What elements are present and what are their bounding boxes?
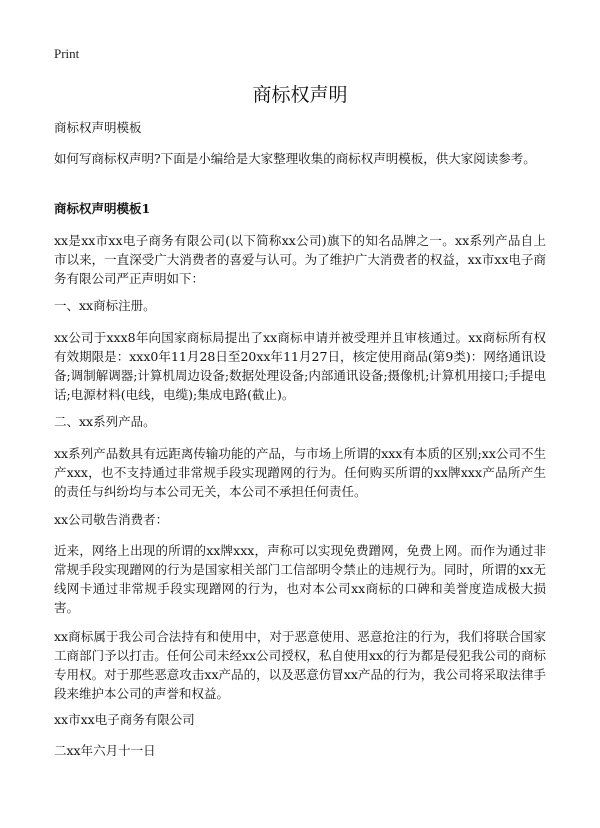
paragraph-heading-product-series: 二、xx系列产品。 xyxy=(54,414,156,429)
paragraph-consumer-notice-heading: xx公司敬告消费者： xyxy=(54,512,169,527)
page-title: 商标权声明 xyxy=(252,84,348,106)
signature-company: xx市xx电子商务有限公司 xyxy=(54,712,195,727)
paragraph-consumer-notice: 近来，网络上出现的所谓的xx牌xxx，声称可以实现免费蹭网，免费上网。而作为通过非常规手段实现蹭网的行为是国家相关部门工信部明令禁止的违规行为。同时，所谓的xx无线网卡通过非常规手段实现蹭网的行为，也对本公司xx商标的口碑和美誉度造成极大损害。 xyxy=(54,543,546,615)
paragraph-legal-action: xx商标属于我公司合法持有和使用中，对于恶意使用、恶意抢注的行为，我们将联合国家工商部门予以打击。任何公司未经xx公司授权，私自使用xx的行为都是侵犯我公司的商标专用权。对于那些恶意攻击xx产品的，以及恶意仿冒xx产品的行为，我公司将采取法律手段来维护本公司的声誉和权益。 xyxy=(54,629,546,701)
paragraph-brand-statement: xx是xx市xx电子商务有限公司(以下简称xx公司)旗下的知名品牌之一。xx系列产品自上市以来，一直深受广大消费者的喜爱与认可。为了维护广大消费者的权益，xx市xx电子商务有限公司严正声明如下： xyxy=(54,233,546,286)
signature-date: 二xx年六月十一日 xyxy=(54,743,156,758)
section-heading: 商标权声明模板1 xyxy=(54,201,151,216)
paragraph-registration-details: xx公司于xxx8年向国家商标局提出了xx商标申请并被受理并且审核通过。xx商标所有权有效期限是：xxx0年11月28日至20xx年11月27日，核定使用商品(第9类)：网络通讯设备;调制解调器;计算机周边设备;数据处理设备;内部通讯设备;摄像机;计算机用接口;手提电话;电源材料(电线，电缆);集成电路(截止)。 xyxy=(54,330,546,402)
paragraph-heading-trademark-registration: 一、xx商标注册。 xyxy=(54,298,156,313)
print-link[interactable]: Print xyxy=(54,46,80,61)
subtitle: 商标权声明模板 xyxy=(54,120,142,135)
paragraph-product-series: xx系列产品数具有远距离传输功能的产品，与市场上所谓的xxx有本质的区别;xx公司不生产xxx，也不支持通过非常规手段实现蹭网的行为。任何购买所谓的xx牌xxx产品所产生的责任与纠纷均与本公司无关，本公司不承担任何责任。 xyxy=(54,446,546,499)
intro-paragraph: 如何写商标权声明?下面是小编给是大家整理收集的商标权声明模板，供大家阅读参考。 xyxy=(54,151,536,166)
